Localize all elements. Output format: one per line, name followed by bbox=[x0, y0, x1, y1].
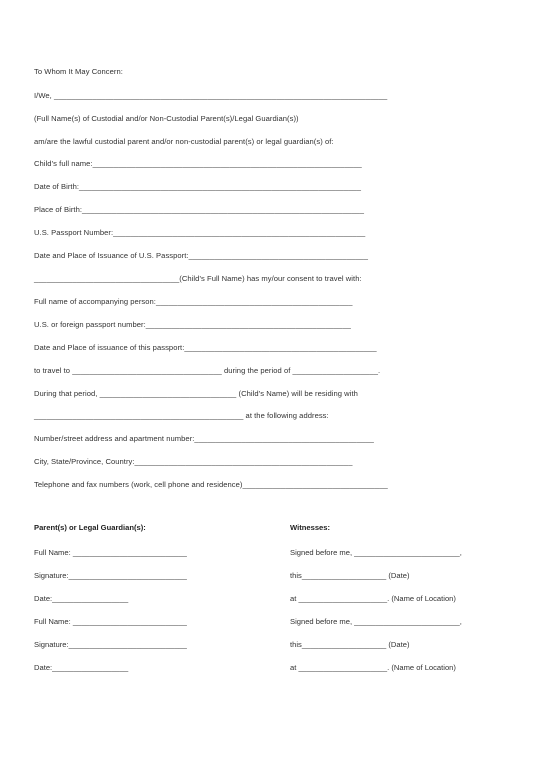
witness-2-date: this____________________ (Date) bbox=[290, 640, 410, 649]
parent-2-full-name: Full Name: ___________________________ bbox=[34, 617, 187, 626]
witness-1-location: at _____________________. (Name of Location) bbox=[290, 594, 456, 603]
witness-2-signed-before: Signed before me, _________________________, bbox=[290, 617, 462, 626]
witness-1-signed-before: Signed before me, _________________________, bbox=[290, 548, 462, 557]
child-name-field: Child’s full name:_______________________________________________________________ bbox=[34, 159, 362, 168]
witnesses-heading: Witnesses: bbox=[290, 523, 331, 532]
passport-number-field: U.S. Passport Number:___________________________________________________________ bbox=[34, 228, 366, 237]
parents-heading: Parent(s) or Legal Guardian(s): bbox=[34, 523, 146, 532]
companion-passport-issuance-field: Date and Place of issuance of this passport:_____________________________________________ bbox=[34, 343, 377, 352]
travel-destination-field: to travel to ___________________________________ during the period of ____________________. bbox=[34, 366, 381, 375]
telephone-field: Telephone and fax numbers (work, cell phone and residence)__________________________________ bbox=[34, 480, 388, 489]
parent-1-full-name: Full Name: ___________________________ bbox=[34, 548, 187, 557]
residing-with-field: _________________________________________________ at the following address: bbox=[34, 411, 329, 420]
city-country-field: City, State/Province, Country:___________________________________________________ bbox=[34, 457, 353, 466]
date-of-birth-field: Date of Birth:__________________________________________________________________ bbox=[34, 182, 362, 191]
lawful-statement: am/are the lawful custodial parent and/or non-custodial parent(s) or legal guardian(s) of: bbox=[34, 137, 334, 146]
residing-child-field: During that period, ________________________________ (Child’s Name) will be residing with bbox=[34, 389, 358, 398]
companion-name-field: Full name of accompanying person:______________________________________________ bbox=[34, 297, 353, 306]
parent-2-date: Date:__________________ bbox=[34, 663, 129, 672]
passport-issuance-field: Date and Place of Issuance of U.S. Passport:__________________________________________ bbox=[34, 251, 369, 260]
salutation: To Whom It May Concern: bbox=[34, 67, 123, 76]
place-of-birth-field: Place of Birth:__________________________________________________________________ bbox=[34, 205, 365, 214]
parent-1-signature: Signature:____________________________ bbox=[34, 571, 187, 580]
consent-statement: __________________________________(Child’s Full Name) has my/our consent to travel with: bbox=[34, 274, 362, 283]
witness-2-location: at _____________________. (Name of Location) bbox=[290, 663, 456, 672]
parent-2-signature: Signature:____________________________ bbox=[34, 640, 187, 649]
parent-1-date: Date:__________________ bbox=[34, 594, 129, 603]
parent-names-line: I/We, ______________________________________________________________________________ bbox=[34, 91, 388, 100]
companion-passport-field: U.S. or foreign passport number:________________________________________________ bbox=[34, 320, 351, 329]
parent-names-note: (Full Name(s) of Custodial and/or Non-Custodial Parent(s)/Legal Guardian(s)) bbox=[34, 114, 299, 123]
witness-1-date: this____________________ (Date) bbox=[290, 571, 410, 580]
street-address-field: Number/street address and apartment number:__________________________________________ bbox=[34, 434, 374, 443]
